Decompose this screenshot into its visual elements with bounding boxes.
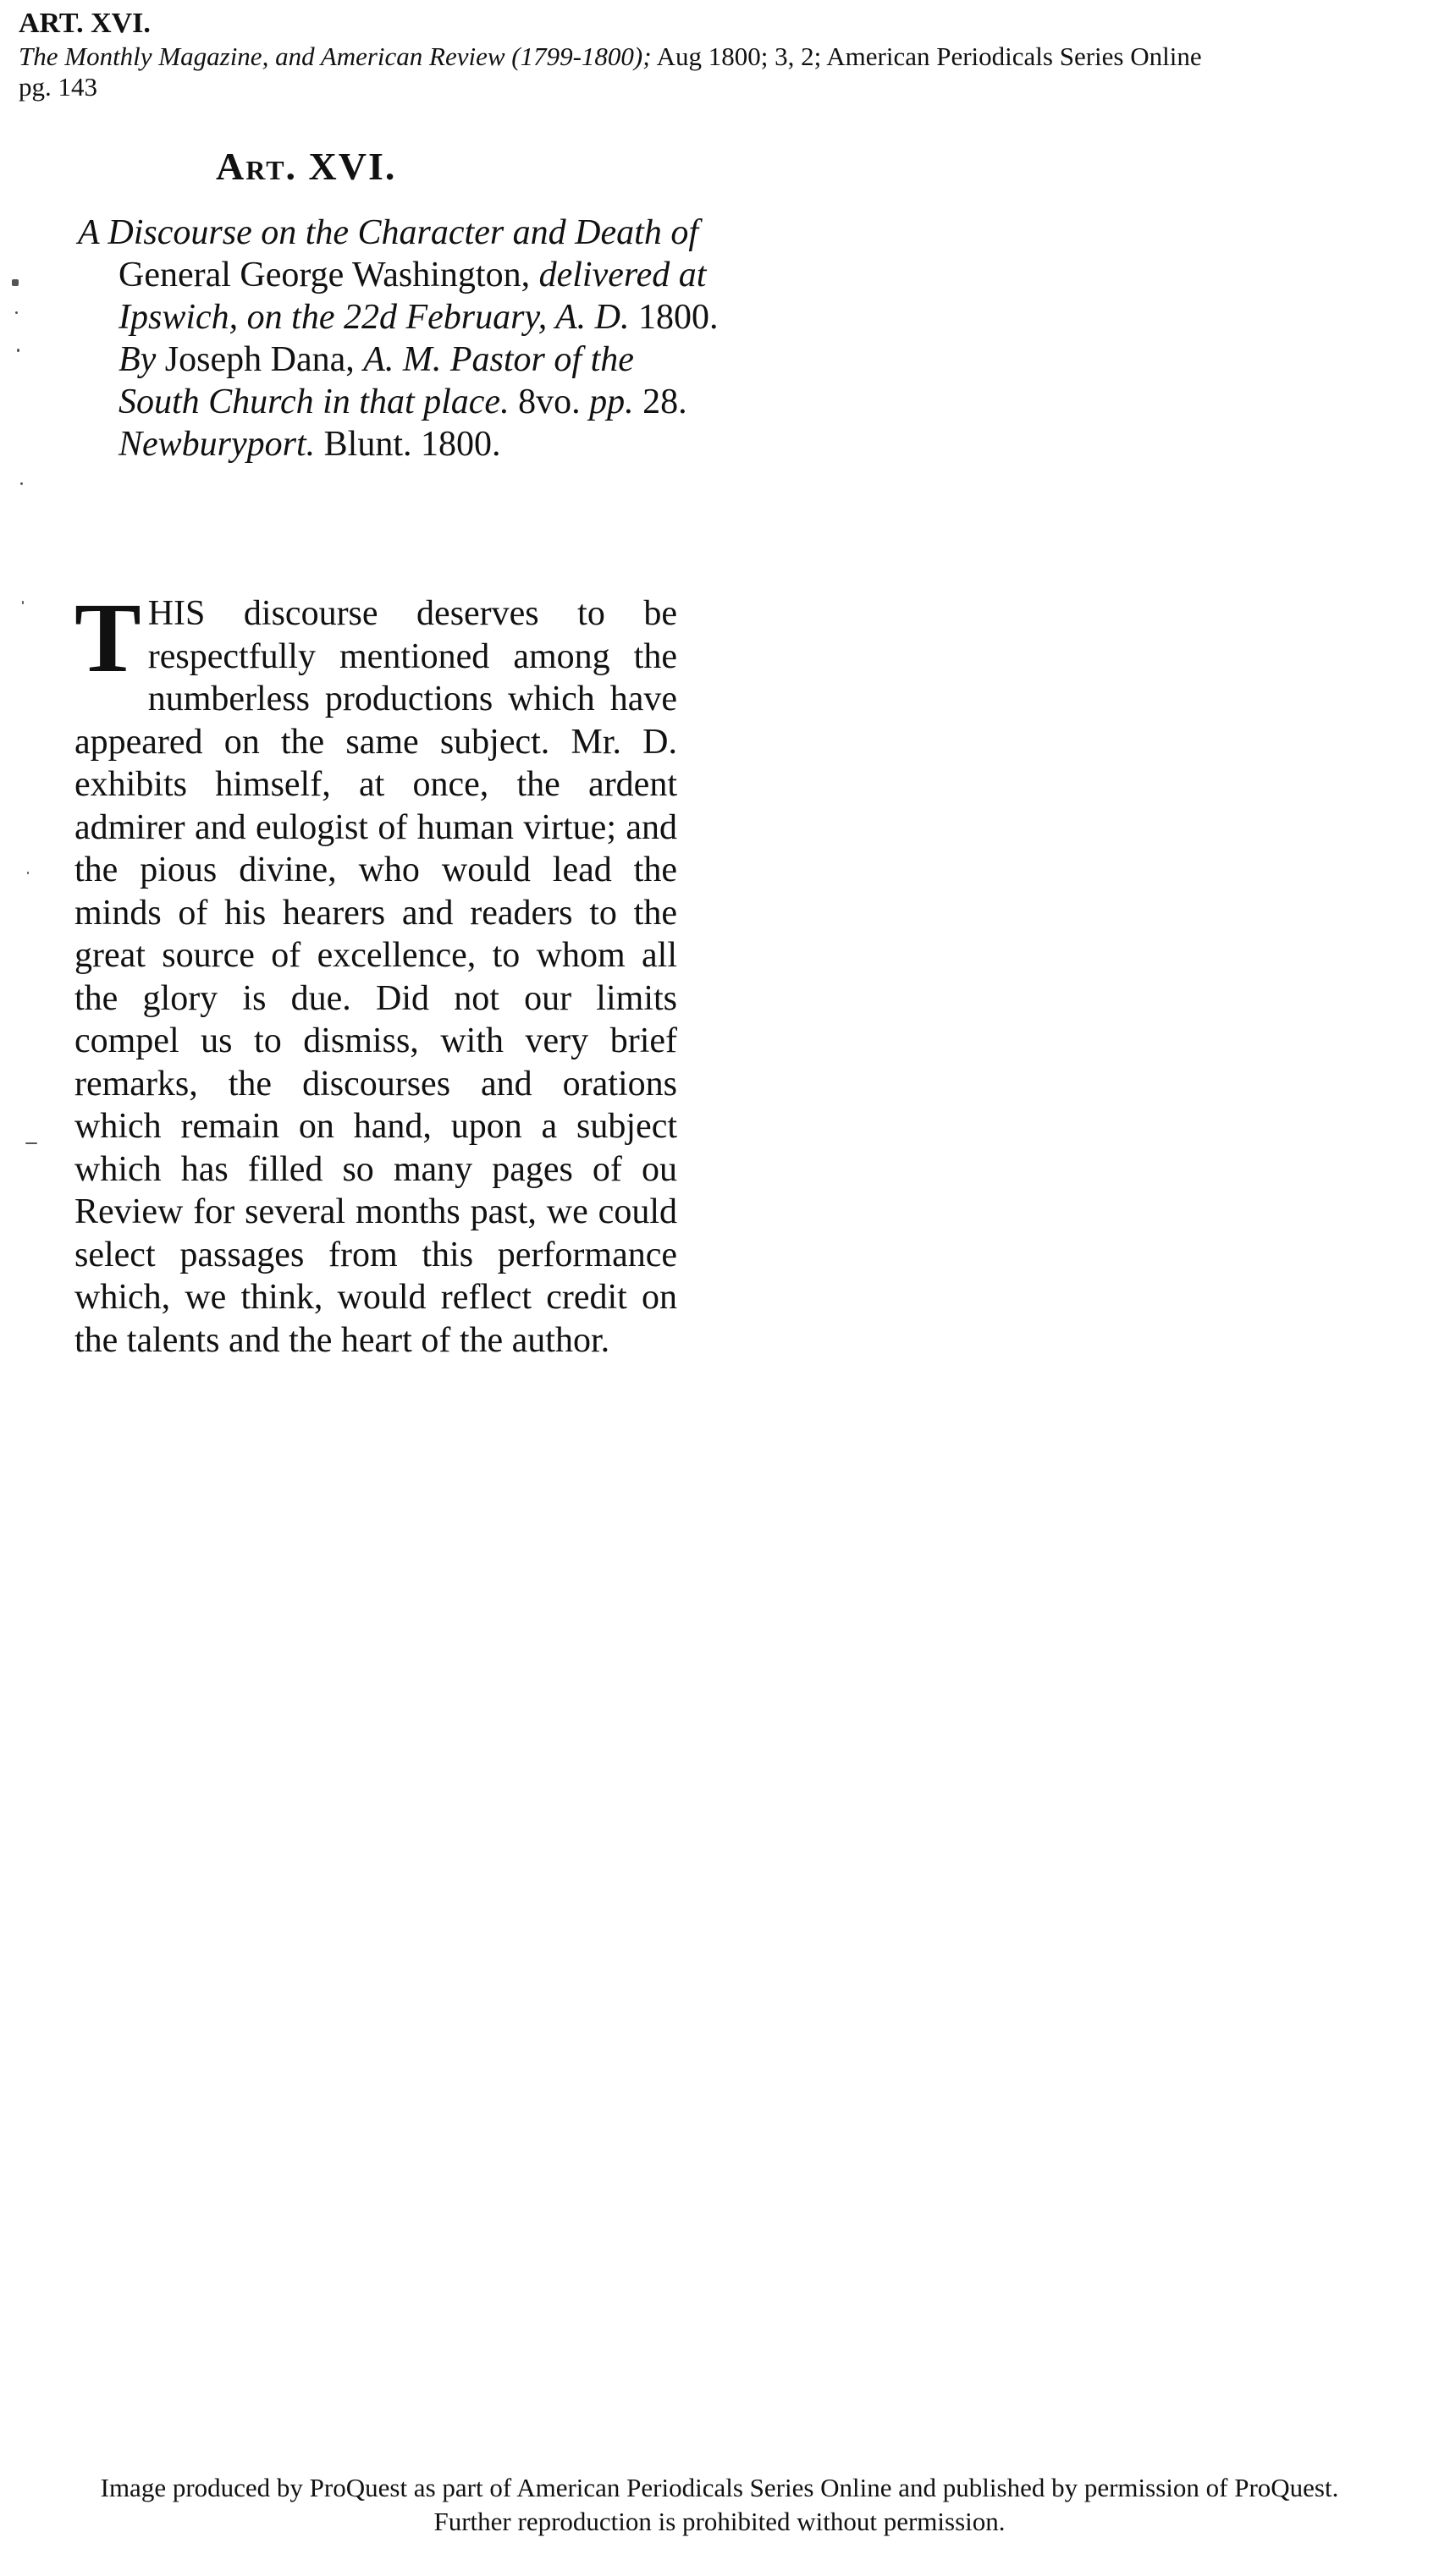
citation-header xyxy=(19,7,1407,102)
citation-place: Newburyport. xyxy=(119,425,324,464)
footer-line-1: Image produced by ProQuest as part of American Periodicals Series Online and published by permission of ProQuest. xyxy=(100,2473,1339,2502)
page-number: pg. 143 xyxy=(19,72,97,102)
citation-pages: 28. xyxy=(642,383,687,421)
citation-publisher: Blunt. 1800. xyxy=(323,425,501,464)
citation-author-role: A. M. Pastor of the South Church in that place. xyxy=(119,340,634,421)
issue-details: Aug 1800; 3, 2; American Periodicals Series Online xyxy=(651,41,1202,71)
citation-delivery: delivered at Ipswich, on the 22d February, A. D. xyxy=(119,256,707,337)
journal-title: The Monthly Magazine, and American Review (1799-1800); xyxy=(19,41,652,71)
header-source xyxy=(19,41,1407,73)
article-heading: Art. XVI. xyxy=(216,145,397,188)
drop-cap: T xyxy=(74,582,141,693)
citation-year: 1800. xyxy=(638,298,719,337)
citation-format: 8vo. xyxy=(518,383,590,421)
header-title: ART. XVI. xyxy=(19,8,151,39)
citation-author: Joseph Dana, xyxy=(164,340,364,379)
scan-margin-marks xyxy=(12,279,37,1549)
book-citation xyxy=(78,212,721,465)
citation-by: By xyxy=(119,340,165,379)
citation-pages-label: pp. xyxy=(589,383,643,421)
citation-subject: General George Washington, xyxy=(119,256,539,294)
copyright-footer xyxy=(0,2471,1439,2539)
citation-title: A Discourse on the Character and Death of xyxy=(78,213,698,252)
review-text: HIS discourse deserves to be respectfully mentioned among the numberless productions which have appeared on the same subject. Mr. D. exhibits himself, at once, the ardent admirer and eulogist of human virtue; and the pious divine, who would lead the minds of his hearers and readers to the great source of excellence, to whom all the glory is due. Did not our limits compel us to dismiss, with very brief remarks, the discourses and orations which remain on hand, upon a subject which has filled so many pages of ou Review for several months past, we could select passages from this performance which, we think, would reflect credit on the talents and the heart of the author. xyxy=(74,594,677,1360)
review-body xyxy=(74,582,677,1362)
footer-line-2: Further reproduction is prohibited without permission. xyxy=(433,2507,1006,2536)
